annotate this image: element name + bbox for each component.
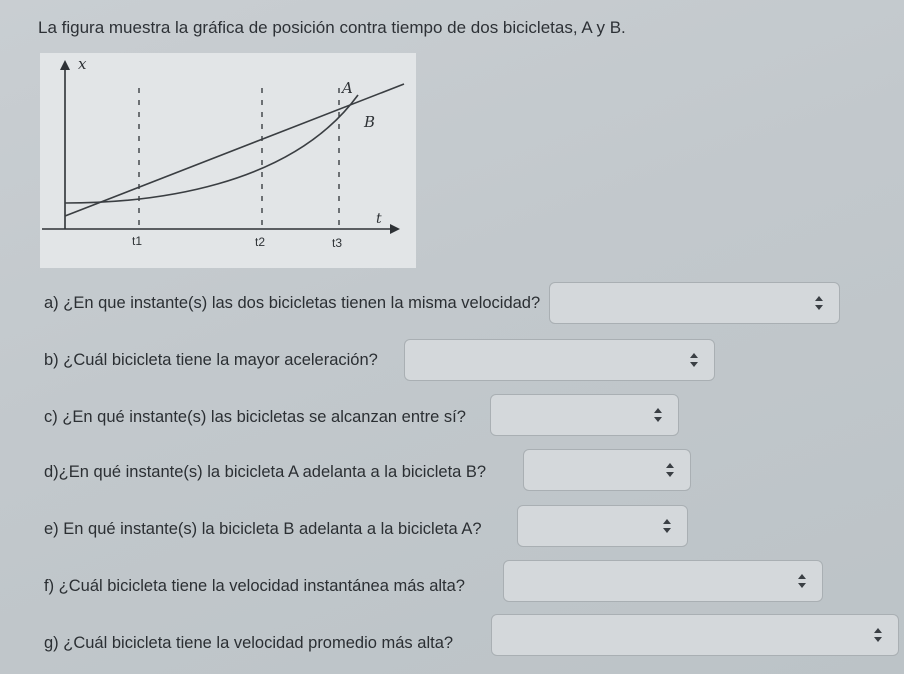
label-a: A [342,79,353,97]
question-a-select[interactable] [549,282,840,324]
question-b-select[interactable] [404,339,715,381]
question-c-select[interactable] [490,394,679,436]
question-c-text: c) ¿En qué instante(s) las bicicletas se alcanzan entre sí? [44,408,466,426]
updown-arrows-icon [798,574,806,588]
question-e-text: e) En qué instante(s) la bicicleta B adelanta a la bicicleta A? [44,520,482,538]
question-e-select[interactable] [517,505,688,547]
question-g-text: g) ¿Cuál bicicleta tiene la velocidad promedio más alta? [44,634,454,652]
question-a-text: a) ¿En que instante(s) las dos bicicletas tienen la misma velocidad? [44,294,541,312]
question-b-text: b) ¿Cuál bicicleta tiene la mayor aceleración? [44,351,378,369]
updown-arrows-icon [690,353,698,367]
question-f-select[interactable] [503,560,823,602]
updown-arrows-icon [874,628,882,642]
position-time-graph [40,53,416,268]
problem-statement: La figura muestra la gráfica de posición contra tiempo de dos bicicletas, A y B. [38,18,626,37]
curve-b-curve [65,95,358,203]
x-axis-label: x [78,55,87,73]
updown-arrows-icon [815,296,823,310]
t-axis-arrow [390,224,400,234]
updown-arrows-icon [666,463,674,477]
label-b: B [364,113,376,131]
t-axis-label: t [376,211,382,227]
updown-arrows-icon [663,519,671,533]
tick-t1: t1 [132,234,143,248]
question-f-text: f) ¿Cuál bicicleta tiene la velocidad instantánea más alta? [44,577,465,595]
question-g-select[interactable] [491,614,899,656]
x-axis-arrow [60,60,70,70]
tick-t3: t3 [332,236,343,250]
question-d-select[interactable] [523,449,691,491]
question-d-text: d)¿En qué instante(s) la bicicleta A adelanta a la bicicleta B? [44,463,487,481]
tick-t2: t2 [255,235,266,249]
curve-a-line [65,84,404,216]
updown-arrows-icon [654,408,662,422]
